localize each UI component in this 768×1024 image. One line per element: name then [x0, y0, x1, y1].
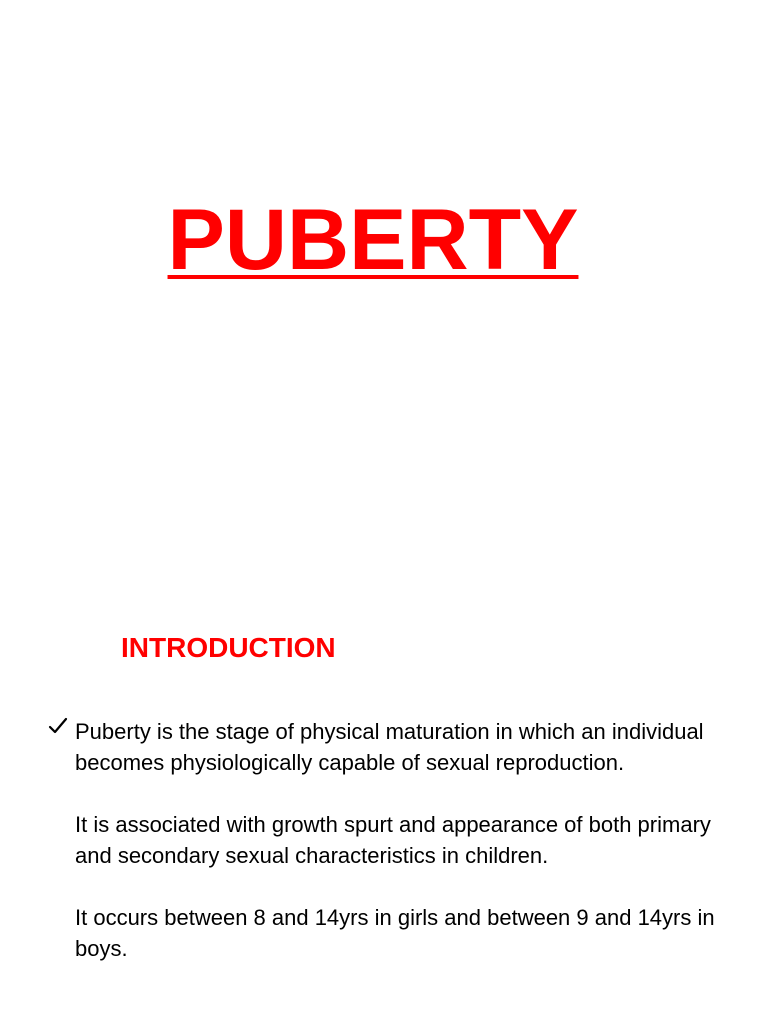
body-text [75, 716, 725, 964]
page-title: PUBERTY [167, 192, 579, 288]
paragraph-age-range: It occurs between 8 and 14yrs in girls and between 9 and 14yrs in boys. [75, 905, 715, 961]
paragraph-definition: Puberty is the stage of physical maturation in which an individual becomes physiologically capable of sexual reproduction. [75, 719, 704, 775]
checkmark-icon [48, 714, 68, 744]
section-heading: INTRODUCTION [121, 632, 336, 663]
paragraph-association: It is associated with growth spurt and appearance of both primary and secondary sexual characteristics in children. [75, 812, 711, 868]
